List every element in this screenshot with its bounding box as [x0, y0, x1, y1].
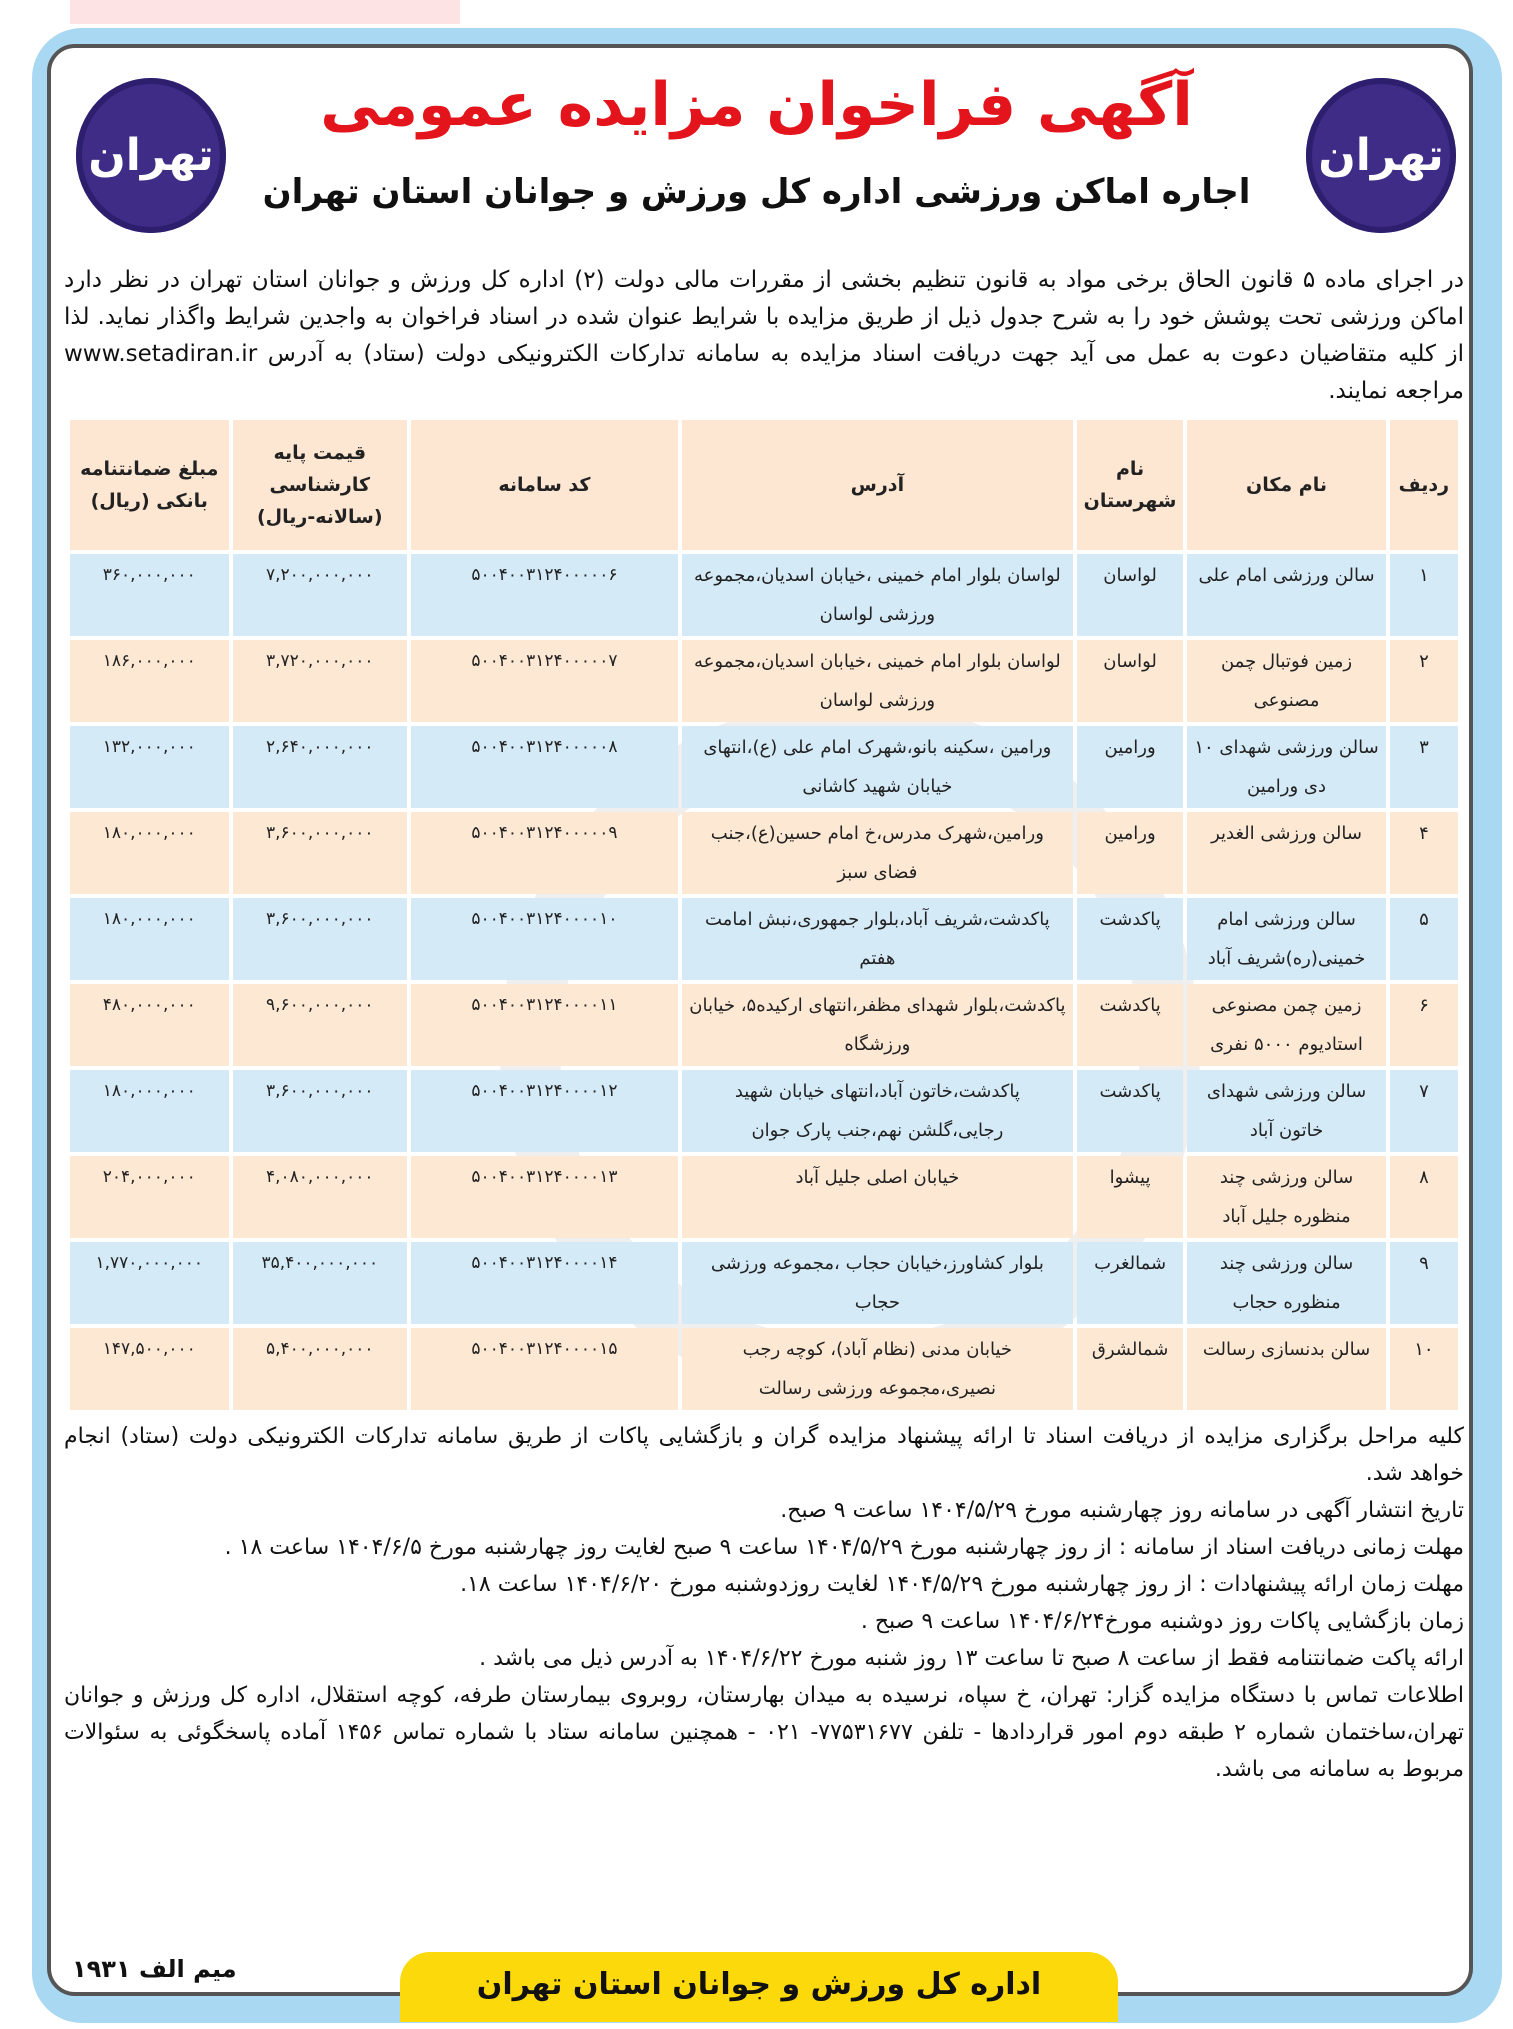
cell-city: پاکدشت: [1077, 984, 1183, 1066]
table-row: [70, 726, 1458, 808]
ad-code: میم الف ۱۹۳۱: [72, 1955, 237, 1983]
logo-text: تهران: [88, 130, 214, 181]
header-address: آدرس: [682, 420, 1073, 550]
header-place-name: نام مکان: [1187, 420, 1386, 550]
header-guarantee: مبلغ ضمانتنامه بانکی (ریال): [70, 420, 229, 550]
top-strip: [70, 0, 460, 24]
cell-system-code: ۵۰۰۴۰۰۳۱۲۴۰۰۰۰۱۰: [411, 898, 678, 980]
cell-system-code: ۵۰۰۴۰۰۳۱۲۴۰۰۰۰۱۲: [411, 1070, 678, 1152]
cell-guarantee-amount: ۱۸۰,۰۰۰,۰۰۰: [70, 812, 229, 894]
table-row: [70, 812, 1458, 894]
cell-base-price: ۲,۶۴۰,۰۰۰,۰۰۰: [233, 726, 408, 808]
header-row-number: ردیف: [1390, 420, 1458, 550]
cell-row-number: ۱۰: [1390, 1328, 1458, 1410]
footer-line: ارائه پاکت ضمانتنامه فقط از ساعت ۸ صبح تا ساعت ۱۳ روز شنبه مورخ ۱۴۰۴/۶/۲۲ به آدرس ذیل می باشد .: [479, 1646, 1464, 1671]
cell-base-price: ۳,۶۰۰,۰۰۰,۰۰۰: [233, 1070, 408, 1152]
cell-base-price: ۷,۲۰۰,۰۰۰,۰۰۰: [233, 554, 408, 636]
table-row: [70, 640, 1458, 722]
footer-details: [62, 1418, 1466, 1788]
cell-place-name: سالن ورزشی الغدیر: [1187, 812, 1386, 894]
cell-guarantee-amount: ۱۸۶,۰۰۰,۰۰۰: [70, 640, 229, 722]
footer-line: تاریخ انتشار آگهی در سامانه روز چهارشنبه مورخ ۱۴۰۴/۵/۲۹ ساعت ۹ صبح.: [780, 1498, 1464, 1523]
footer-line: مهلت زمانی دریافت اسناد از سامانه : از روز چهارشنبه مورخ ۱۴۰۴/۵/۲۹ ساعت ۹ صبح لغایت روز چهارشنبه مورخ ۱۴۰۴/۶/۵ ساعت ۱۸ .: [224, 1535, 1464, 1560]
cell-system-code: ۵۰۰۴۰۰۳۱۲۴۰۰۰۰۰۶: [411, 554, 678, 636]
cell-address: ورامین ،سکینه بانو،شهرک امام علی (ع)،انتهای خیابان شهید کاشانی: [682, 726, 1073, 808]
notice-title: آگهی فراخوان مزایده عمومی: [320, 70, 1193, 140]
cell-guarantee-amount: ۳۶۰,۰۰۰,۰۰۰: [70, 554, 229, 636]
cell-row-number: ۹: [1390, 1242, 1458, 1324]
footer-line: زمان بازگشایی پاکات روز دوشنبه مورخ۱۴۰۴/۶/۲۴ ساعت ۹ صبح .: [860, 1609, 1464, 1634]
cell-address: پاکدشت،بلوار شهدای مظفر،انتهای ارکیده۵، خیابان ورزشگاه: [682, 984, 1073, 1066]
cell-place-name: سالن ورزشی شهدای خاتون آباد: [1187, 1070, 1386, 1152]
cell-address: لواسان بلوار امام خمینی ،خیابان اسدیان،مجموعه ورزشی لواسان: [682, 640, 1073, 722]
table-header-row: [70, 420, 1458, 550]
cell-guarantee-amount: ۱۳۲,۰۰۰,۰۰۰: [70, 726, 229, 808]
table-row: [70, 984, 1458, 1066]
cell-base-price: ۳۵,۴۰۰,۰۰۰,۰۰۰: [233, 1242, 408, 1324]
venues-table: [66, 416, 1462, 1414]
cell-city: لواسان: [1077, 554, 1183, 636]
cell-city: شمالشرق: [1077, 1328, 1183, 1410]
cell-city: پیشوا: [1077, 1156, 1183, 1238]
cell-row-number: ۸: [1390, 1156, 1458, 1238]
cell-guarantee-amount: ۱,۷۷۰,۰۰۰,۰۰۰: [70, 1242, 229, 1324]
logo-text: تهران: [1318, 130, 1444, 181]
cell-place-name: زمین فوتبال چمن مصنوعی: [1187, 640, 1386, 722]
cell-base-price: ۳,۶۰۰,۰۰۰,۰۰۰: [233, 812, 408, 894]
cell-row-number: ۶: [1390, 984, 1458, 1066]
cell-row-number: ۵: [1390, 898, 1458, 980]
cell-system-code: ۵۰۰۴۰۰۳۱۲۴۰۰۰۰۰۸: [411, 726, 678, 808]
notice-subtitle: اجاره اماکن ورزشی اداره کل ورزش و جوانان استان تهران: [262, 172, 1251, 212]
cell-city: شمالغرب: [1077, 1242, 1183, 1324]
cell-place-name: زمین چمن مصنوعی استادیوم ۵۰۰۰ نفری: [1187, 984, 1386, 1066]
cell-row-number: ۷: [1390, 1070, 1458, 1152]
cell-guarantee-amount: ۱۴۷,۵۰۰,۰۰۰: [70, 1328, 229, 1410]
cell-address: لواسان بلوار امام خمینی ،خیابان اسدیان،مجموعه ورزشی لواسان: [682, 554, 1073, 636]
cell-row-number: ۴: [1390, 812, 1458, 894]
footer-line: کلیه مراحل برگزاری مزایده از دریافت اسناد تا ارائه پیشنهاد مزایده گران و بازگشایی پاکات از طریق سامانه تدارکات الکترونیکی دولت (ستاد) انجام خواهد شد.: [64, 1424, 1464, 1486]
cell-place-name: سالن ورزشی امام خمینی(ره)شریف آباد: [1187, 898, 1386, 980]
header-city: نام شهرستان: [1077, 420, 1183, 550]
cell-guarantee-amount: ۱۸۰,۰۰۰,۰۰۰: [70, 898, 229, 980]
cell-place-name: سالن ورزشی چند منظوره حجاب: [1187, 1242, 1386, 1324]
cell-system-code: ۵۰۰۴۰۰۳۱۲۴۰۰۰۰۱۵: [411, 1328, 678, 1410]
cell-address: بلوار کشاورز،خیابان حجاب ،مجموعه ورزشی حجاب: [682, 1242, 1073, 1324]
cell-row-number: ۲: [1390, 640, 1458, 722]
cell-guarantee-amount: ۲۰۴,۰۰۰,۰۰۰: [70, 1156, 229, 1238]
cell-city: ورامین: [1077, 812, 1183, 894]
cell-system-code: ۵۰۰۴۰۰۳۱۲۴۰۰۰۰۰۷: [411, 640, 678, 722]
cell-row-number: ۱: [1390, 554, 1458, 636]
cell-address: ورامین،شهرک مدرس،خ امام حسین(ع)،جنب فضای سبز: [682, 812, 1073, 894]
cell-city: ورامین: [1077, 726, 1183, 808]
cell-base-price: ۳,۷۲۰,۰۰۰,۰۰۰: [233, 640, 408, 722]
cell-place-name: سالن ورزشی شهدای ۱۰ دی ورامین: [1187, 726, 1386, 808]
table-row: [70, 1242, 1458, 1324]
cell-system-code: ۵۰۰۴۰۰۳۱۲۴۰۰۰۰۱۱: [411, 984, 678, 1066]
notice-content: [62, 262, 1466, 1788]
cell-address: خیابان اصلی جلیل آباد: [682, 1156, 1073, 1238]
cell-base-price: ۳,۶۰۰,۰۰۰,۰۰۰: [233, 898, 408, 980]
table-row: [70, 898, 1458, 980]
cell-system-code: ۵۰۰۴۰۰۳۱۲۴۰۰۰۰۰۹: [411, 812, 678, 894]
cell-address: پاکدشت،خاتون آباد،انتهای خیابان شهید رجایی،گلشن نهم،جنب پارک جوان: [682, 1070, 1073, 1152]
footer-line: مهلت زمان ارائه پیشنهادات : از روز چهارشنبه مورخ ۱۴۰۴/۵/۲۹ لغایت روزدوشنبه مورخ ۱۴۰۴/۶/۲۰ ساعت ۱۸.: [460, 1572, 1464, 1597]
intro-paragraph: در اجرای ماده ۵ قانون الحاق برخی مواد به قانون تنظیم بخشی از مقررات مالی دولت (۲) اداره کل ورزش و جوانان استان تهران در نظر دارد اماکن ورزشی تحت پوشش خود را به شرح جدول ذیل از طریق مزایده با شرایط عنوان شده در اسناد فراخوان به واجدین شرایط واگذار نماید. لذا از کلیه متقاضیان دعوت به عمل می آید جهت دریافت اسناد مزایده به سامانه تدارکات الکترونیکی دولت (ستاد) به آدرس www.setadiran.ir مراجعه نمایند.: [64, 267, 1464, 404]
cell-address: خیابان مدنی (نظام آباد)، کوچه رجب نصیری،مجموعه ورزشی رسالت: [682, 1328, 1073, 1410]
footer-line: اطلاعات تماس با دستگاه مزایده گزار: تهران، خ سپاه، نرسیده به میدان بهارستان، روبروی بیمارستان طرفه، کوچه استقلال، اداره کل ورزش و جوانان تهران،ساختمان شماره ۲ طبقه دوم امور قراردادها - تلفن ۷۷۵۳۱۶۷۷- ۰۲۱ - همچنین سامانه ستاد با شماره تماس ۱۴۵۶ آماده پاسخگوئی به سئوالات مربوط به سامانه می باشد.: [64, 1683, 1465, 1782]
cell-guarantee-amount: ۱۸۰,۰۰۰,۰۰۰: [70, 1070, 229, 1152]
cell-city: لواسان: [1077, 640, 1183, 722]
cell-system-code: ۵۰۰۴۰۰۳۱۲۴۰۰۰۰۱۴: [411, 1242, 678, 1324]
cell-place-name: سالن بدنسازی رسالت: [1187, 1328, 1386, 1410]
cell-system-code: ۵۰۰۴۰۰۳۱۲۴۰۰۰۰۱۳: [411, 1156, 678, 1238]
table-row: [70, 554, 1458, 636]
cell-guarantee-amount: ۴۸۰,۰۰۰,۰۰۰: [70, 984, 229, 1066]
cell-base-price: ۵,۴۰۰,۰۰۰,۰۰۰: [233, 1328, 408, 1410]
table-row: [70, 1328, 1458, 1410]
cell-city: پاکدشت: [1077, 898, 1183, 980]
cell-address: پاکدشت،شریف آباد،بلوار جمهوری،نبش امامت هفتم: [682, 898, 1073, 980]
header-system-code: کد سامانه: [411, 420, 678, 550]
cell-base-price: ۴,۰۸۰,۰۰۰,۰۰۰: [233, 1156, 408, 1238]
cell-row-number: ۳: [1390, 726, 1458, 808]
cell-place-name: سالن ورزشی چند منظوره جلیل آباد: [1187, 1156, 1386, 1238]
cell-city: پاکدشت: [1077, 1070, 1183, 1152]
header-base-price: قیمت پایه کارشناسی (سالانه-ریال): [233, 420, 408, 550]
cell-base-price: ۹,۶۰۰,۰۰۰,۰۰۰: [233, 984, 408, 1066]
cell-place-name: سالن ورزشی امام علی: [1187, 554, 1386, 636]
table-row: [70, 1156, 1458, 1238]
table-row: [70, 1070, 1458, 1152]
footer-banner: اداره کل ورزش و جوانان استان تهران: [400, 1952, 1118, 2022]
